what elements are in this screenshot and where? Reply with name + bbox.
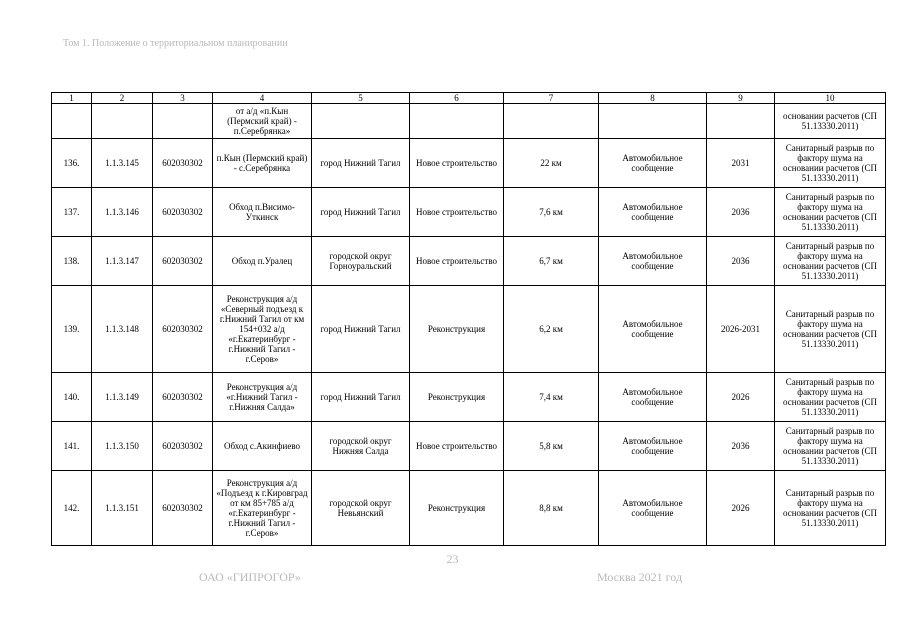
col-number-10: 10: [775, 93, 886, 104]
cell-location: [312, 104, 410, 139]
cell-type: Новое строительство: [410, 188, 504, 237]
cell-location: город Нижний Тагил: [312, 188, 410, 237]
cell-location: городской округ Нижняя Салда: [312, 422, 410, 471]
cell-oktmo: 602030302: [153, 286, 213, 373]
objects-table: [51, 92, 886, 546]
cell-length: 7,4 км: [504, 373, 599, 422]
cell-oktmo: 602030302: [153, 237, 213, 286]
cell-name: Обход п.Висимо-Уткинск: [213, 188, 312, 237]
cell-zone: Санитарный разрыв по фактору шума на основании расчетов (СП 51.13330.2011): [775, 188, 886, 237]
cell-name: п.Кын (Пермский край) - с.Серебрянка: [213, 139, 312, 188]
cell-name: от а/д «п.Кын (Пермский край) - п.Серебрянка»: [213, 104, 312, 139]
cell-name: Обход п.Уралец: [213, 237, 312, 286]
cell-zone: Санитарный разрыв по фактору шума на основании расчетов (СП 51.13330.2011): [775, 237, 886, 286]
cell-code: 1.1.3.146: [92, 188, 153, 237]
table-row: [52, 422, 886, 471]
table-row: [52, 471, 886, 546]
cell-zone: Санитарный разрыв по фактору шума на основании расчетов (СП 51.13330.2011): [775, 471, 886, 546]
cell-type: Новое строительство: [410, 237, 504, 286]
cell-year: 2036: [707, 237, 775, 286]
cell-oktmo: 602030302: [153, 373, 213, 422]
cell-length: 22 км: [504, 139, 599, 188]
cell-code: 1.1.3.151: [92, 471, 153, 546]
cell-num: 136.: [52, 139, 92, 188]
cell-zone: Санитарный разрыв по фактору шума на основании расчетов (СП 51.13330.2011): [775, 373, 886, 422]
cell-code: 1.1.3.148: [92, 286, 153, 373]
cell-year: 2031: [707, 139, 775, 188]
cell-num: 141.: [52, 422, 92, 471]
cell-name: Реконструкция а/д «г.Нижний Тагил - г.Нижняя Салда»: [213, 373, 312, 422]
cell-type: Реконструкция: [410, 286, 504, 373]
cell-type: Реконструкция: [410, 373, 504, 422]
cell-purpose: Автомобильное сообщение: [599, 373, 707, 422]
cell-year: 2026: [707, 373, 775, 422]
cell-oktmo: [153, 104, 213, 139]
cell-length: 5,8 км: [504, 422, 599, 471]
table-row: [52, 139, 886, 188]
cell-code: [92, 104, 153, 139]
cell-location: город Нижний Тагил: [312, 286, 410, 373]
cell-year: 2026-2031: [707, 286, 775, 373]
cell-length: 7,6 км: [504, 188, 599, 237]
cell-purpose: Автомобильное сообщение: [599, 422, 707, 471]
col-number-4: 4: [213, 93, 312, 104]
page-number: 23: [446, 552, 459, 566]
cell-num: [52, 104, 92, 139]
col-number-9: 9: [707, 93, 775, 104]
cell-code: 1.1.3.150: [92, 422, 153, 471]
cell-name: Обход с.Акинфиево: [213, 422, 312, 471]
cell-type: [410, 104, 504, 139]
cell-code: 1.1.3.149: [92, 373, 153, 422]
cell-purpose: Автомобильное сообщение: [599, 471, 707, 546]
cell-year: 2036: [707, 188, 775, 237]
table-row: [52, 188, 886, 237]
cell-oktmo: 602030302: [153, 422, 213, 471]
cell-zone: Санитарный разрыв по фактору шума на основании расчетов (СП 51.13330.2011): [775, 286, 886, 373]
cell-code: 1.1.3.147: [92, 237, 153, 286]
cell-location: город Нижний Тагил: [312, 373, 410, 422]
table-row: [52, 237, 886, 286]
col-number-8: 8: [599, 93, 707, 104]
table-row: [52, 104, 886, 139]
cell-year: 2036: [707, 422, 775, 471]
cell-year: 2026: [707, 471, 775, 546]
footer-organization: ОАО «ГИПРОГОР»: [199, 570, 301, 584]
cell-purpose: [599, 104, 707, 139]
cell-location: городской округ Невьянский: [312, 471, 410, 546]
cell-purpose: Автомобильное сообщение: [599, 286, 707, 373]
cell-year: [707, 104, 775, 139]
cell-name: Реконструкция а/д «Северный подъезд к г.Нижний Тагил от км 154+032 а/д «г.Екатеринбург - г.Нижний Тагил - г.Серов»: [213, 286, 312, 373]
cell-zone: Санитарный разрыв по фактору шума на основании расчетов (СП 51.13330.2011): [775, 139, 886, 188]
col-number-1: 1: [52, 93, 92, 104]
cell-zone: основании расчетов (СП 51.13330.2011): [775, 104, 886, 139]
cell-oktmo: 602030302: [153, 471, 213, 546]
cell-location: город Нижний Тагил: [312, 139, 410, 188]
table-row: [52, 286, 886, 373]
cell-oktmo: 602030302: [153, 139, 213, 188]
cell-num: 138.: [52, 237, 92, 286]
cell-purpose: Автомобильное сообщение: [599, 188, 707, 237]
col-number-6: 6: [410, 93, 504, 104]
cell-num: 139.: [52, 286, 92, 373]
cell-name: Реконструкция а/д «Подъезд к г.Кировград от км 85+785 а/д «г.Екатеринбург - г.Нижний Тагил - г.Серов»: [213, 471, 312, 546]
col-number-2: 2: [92, 93, 153, 104]
cell-purpose: Автомобильное сообщение: [599, 237, 707, 286]
cell-type: Новое строительство: [410, 422, 504, 471]
col-number-5: 5: [312, 93, 410, 104]
cell-length: 8,8 км: [504, 471, 599, 546]
cell-length: 6,7 км: [504, 237, 599, 286]
cell-zone: Санитарный разрыв по фактору шума на основании расчетов (СП 51.13330.2011): [775, 422, 886, 471]
footer-city-year: Москва 2021 год: [597, 570, 683, 584]
cell-length: [504, 104, 599, 139]
cell-oktmo: 602030302: [153, 188, 213, 237]
cell-num: 142.: [52, 471, 92, 546]
cell-length: 6,2 км: [504, 286, 599, 373]
cell-type: Реконструкция: [410, 471, 504, 546]
cell-code: 1.1.3.145: [92, 139, 153, 188]
cell-num: 137.: [52, 188, 92, 237]
cell-purpose: Автомобильное сообщение: [599, 139, 707, 188]
col-number-3: 3: [153, 93, 213, 104]
column-numbers-row: [52, 93, 886, 104]
col-number-7: 7: [504, 93, 599, 104]
cell-type: Новое строительство: [410, 139, 504, 188]
cell-num: 140.: [52, 373, 92, 422]
running-header: Том 1. Положение о территориальном планировании: [63, 38, 288, 49]
cell-location: городской округ Горноуральский: [312, 237, 410, 286]
table-row: [52, 373, 886, 422]
